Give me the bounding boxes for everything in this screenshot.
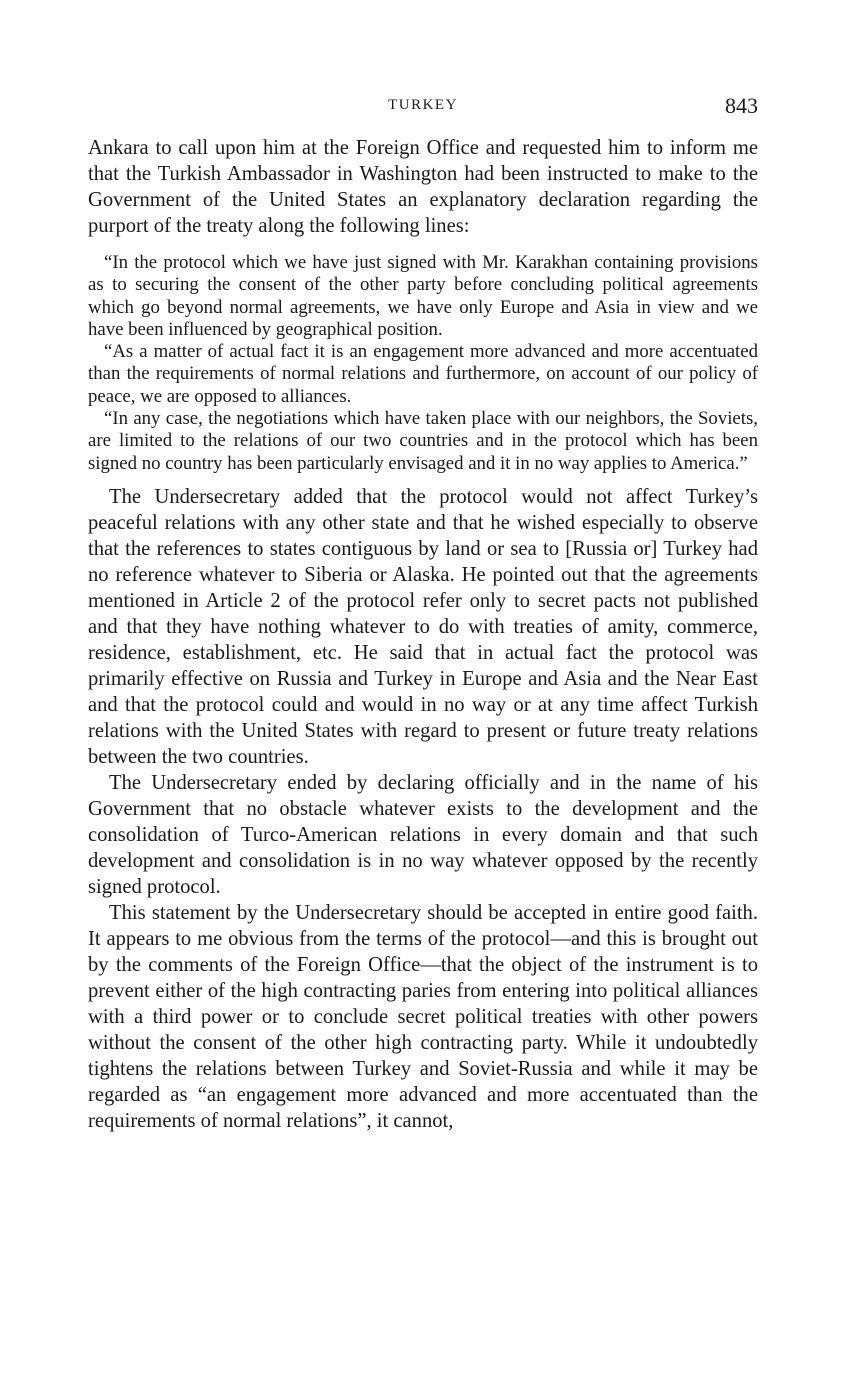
block-quote (88, 252, 758, 475)
page-body (88, 135, 758, 1134)
quote-paragraph: “In the protocol which we have just signed with Mr. Karakhan containing provisions as to securing the consent of the other party before concluding political agreements which go beyond normal agreements, we have only Europe and Asia in view and we have been influenced by geographical position. (88, 252, 758, 340)
quote-paragraph: “As a matter of actual fact it is an engagement more advanced and more accentuated than the requirements of normal relations and furthermore, on account of our policy of peace, we are opposed to alliances. (88, 341, 758, 407)
intro-section (88, 135, 758, 239)
page-number: 843 (725, 93, 758, 118)
main-section (88, 484, 758, 1134)
paragraph: The Undersecretary added that the protocol would not affect Turkey’s peaceful relations with any other state and that he wished especially to observe that the references to states contiguous by land or sea to [Russia or] Turkey had no reference whatever to Siberia or Alaska. He pointed out that the agreements mentioned in Article 2 of the protocol refer only to secret pacts not published and that they have nothing whatever to do with treaties of amity, commerce, residence, establishment, etc. He said that in actual fact the protocol was primarily effective on Russia and Turkey in Europe and Asia and the Near East and that the protocol could and would in no way or at any time affect Turkish relations with the United States with regard to present or future treaty relations between the two countries. (88, 485, 758, 768)
page-header (88, 93, 758, 121)
paragraph: The Undersecretary ended by declaring officially and in the name of his Government that no obstacle whatever exists to the development and the consolidation of Turco-American relations in every domain and that such development and consolidation is in no way whatever opposed by the recently signed protocol. (88, 771, 758, 898)
running-head: TURKEY (388, 97, 458, 113)
paragraph-continued: Ankara to call upon him at the Foreign Office and requested him to inform me that the Turkish Ambassador in Washington had been instructed to make to the Government of the United States an explanatory declaration regarding the purport of the treaty along the following lines: (88, 137, 758, 237)
quote-paragraph: “In any case, the negotiations which have taken place with our neighbors, the Soviets, are limited to the relations of our two countries and in the protocol which has been signed no country has been particularly envisaged and it in no way applies to America.” (88, 408, 758, 474)
paragraph: This statement by the Undersecretary should be accepted in entire good faith. It appears to me obvious from the terms of the protocol—and this is brought out by the comments of the Foreign Office—that the object of the instrument is to prevent either of the high contracting paries from entering into political alliances with a third power or to conclude secret political treaties with other powers without the consent of the other high contracting party. While it undoubtedly tightens the relations between Turkey and Soviet-Russia and while it may be regarded as “an engagement more advanced and more accentuated than the requirements of normal relations”, it cannot, (88, 901, 758, 1132)
